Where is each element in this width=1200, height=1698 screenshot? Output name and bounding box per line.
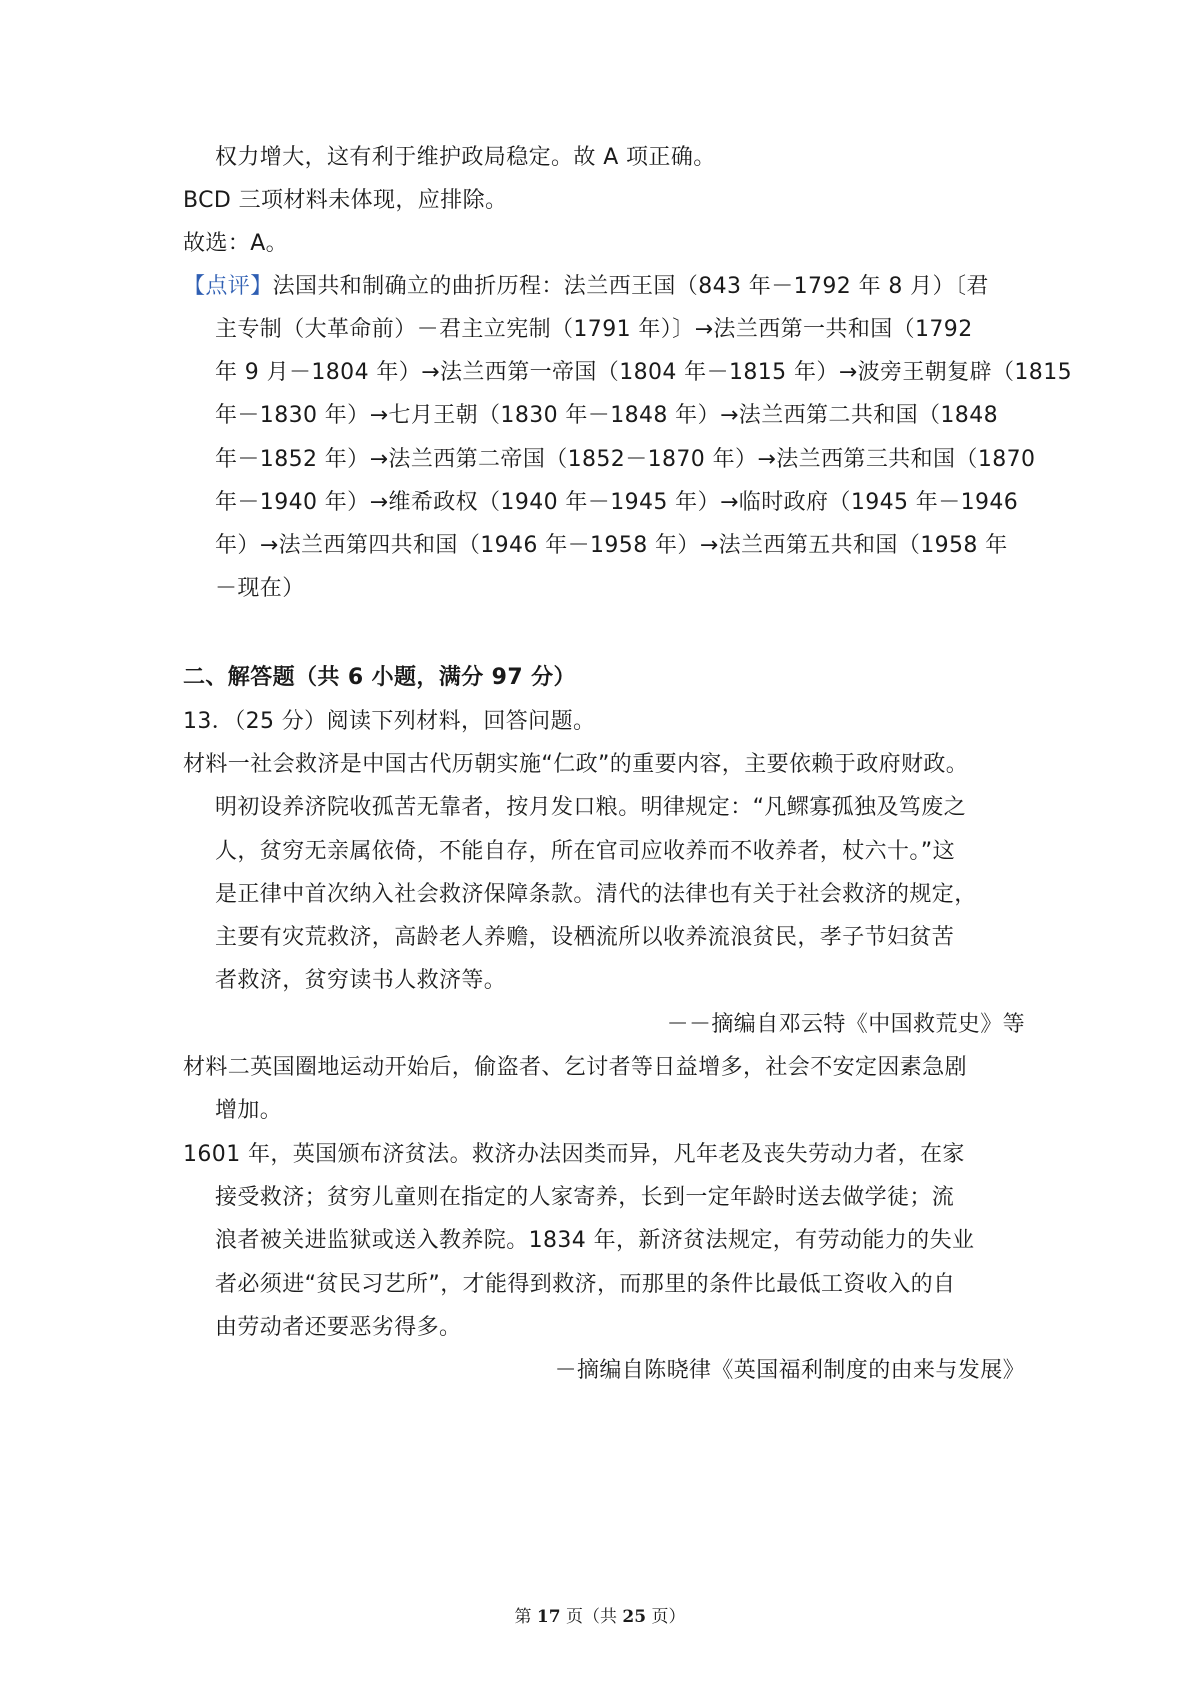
question-header: 13．（25 分）阅读下列材料，回答问题。 [183, 709, 596, 734]
footer-prefix: 第 [514, 1607, 537, 1627]
comment-text: 主专制（大革命前）－君主立宪制（1791 年）〕→法兰西第一共和国（1792 [215, 317, 973, 342]
material-one-text: 人，贫穷无亲属依倚，不能自存，所在官司应收养而不收养者，杖六十。”这 [215, 839, 955, 864]
section-title: 二、解答题（共 6 小题，满分 97 分） [183, 665, 576, 690]
material-one-text: 是正律中首次纳入社会救济保障条款。清代的法律也有关于社会救济的规定， [215, 882, 977, 907]
material-two-text: 增加。 [215, 1098, 283, 1123]
current-page-number: 17 [536, 1607, 561, 1627]
material-two-text: 材料二英国圈地运动开始后，偷盗者、乞讨者等日益增多，社会不安定因素急剧 [183, 1055, 968, 1080]
material-two-text: 浪者被关进监狱或送入教养院。1834 年，新济贫法规定，有劳动能力的失业 [215, 1228, 975, 1253]
material-two-source: －摘编自陈晓律《英国福利制度的由来与发展》 [554, 1358, 1025, 1383]
comment-text: 年）→法兰西第四共和国（1946 年－1958 年）→法兰西第五共和国（1958 年 [215, 533, 1008, 558]
footer-middle: 页（共 [560, 1607, 623, 1627]
answer-text-line: 权力增大，这有利于维护政局稳定。故 A 项正确。 [215, 145, 716, 170]
comment-text: 年－1852 年）→法兰西第二帝国（1852－1870 年）→法兰西第三共和国（1870 [215, 447, 1036, 472]
comment-first-line [183, 272, 989, 302]
comment-text: 法国共和制确立的曲折历程：法兰西王国（843 年－1792 年 8 月）〔君 [272, 274, 989, 299]
comment-text: 年－1940 年）→维希政权（1940 年－1945 年）→临时政府（1945 年－1946 [215, 490, 1019, 515]
material-one-text: 材料一社会救济是中国古代历朝实施“仁政”的重要内容，主要依赖于政府财政。 [183, 752, 969, 777]
comment-text: 年 9 月－1804 年）→法兰西第一帝国（1804 年－1815 年）→波旁王朝复辟（1815 [215, 360, 1072, 385]
page-footer [0, 1602, 1200, 1627]
material-one-source: －－摘编自邓云特《中国救荒史》等 [666, 1012, 1025, 1037]
material-two-text: 由劳动者还要恶劣得多。 [215, 1315, 462, 1340]
material-two-text: 接受救济；贫穷儿童则在指定的人家寄养，长到一定年龄时送去做学徒；流 [215, 1185, 955, 1210]
answer-choice: 故选：A。 [183, 231, 289, 256]
answer-text-line: BCD 三项材料未体现，应排除。 [183, 188, 508, 213]
material-two-text: 者必须进“贫民习艺所”，才能得到救济，而那里的条件比最低工资收入的自 [215, 1272, 956, 1297]
total-page-count: 25 [622, 1607, 647, 1627]
material-two-text: 1601 年，英国颁布济贫法。救济办法因类而异，凡年老及丧失劳动力者，在家 [183, 1142, 965, 1167]
footer-suffix: 页） [646, 1607, 686, 1627]
material-one-text: 主要有灾荒救济，高龄老人养赡，设栖流所以收养流浪贫民，孝子节妇贫苦 [215, 925, 955, 950]
comment-text: 年－1830 年）→七月王朝（1830 年－1848 年）→法兰西第二共和国（1848 [215, 403, 999, 428]
material-one-text: 者救济，贫穷读书人救济等。 [215, 968, 507, 993]
material-one-text: 明初设养济院收孤苦无靠者，按月发口粮。明律规定：“凡鳏寡孤独及笃废之 [215, 795, 966, 820]
comment-text: －现在） [215, 576, 305, 601]
comment-tag: 【点评】 [183, 274, 273, 299]
